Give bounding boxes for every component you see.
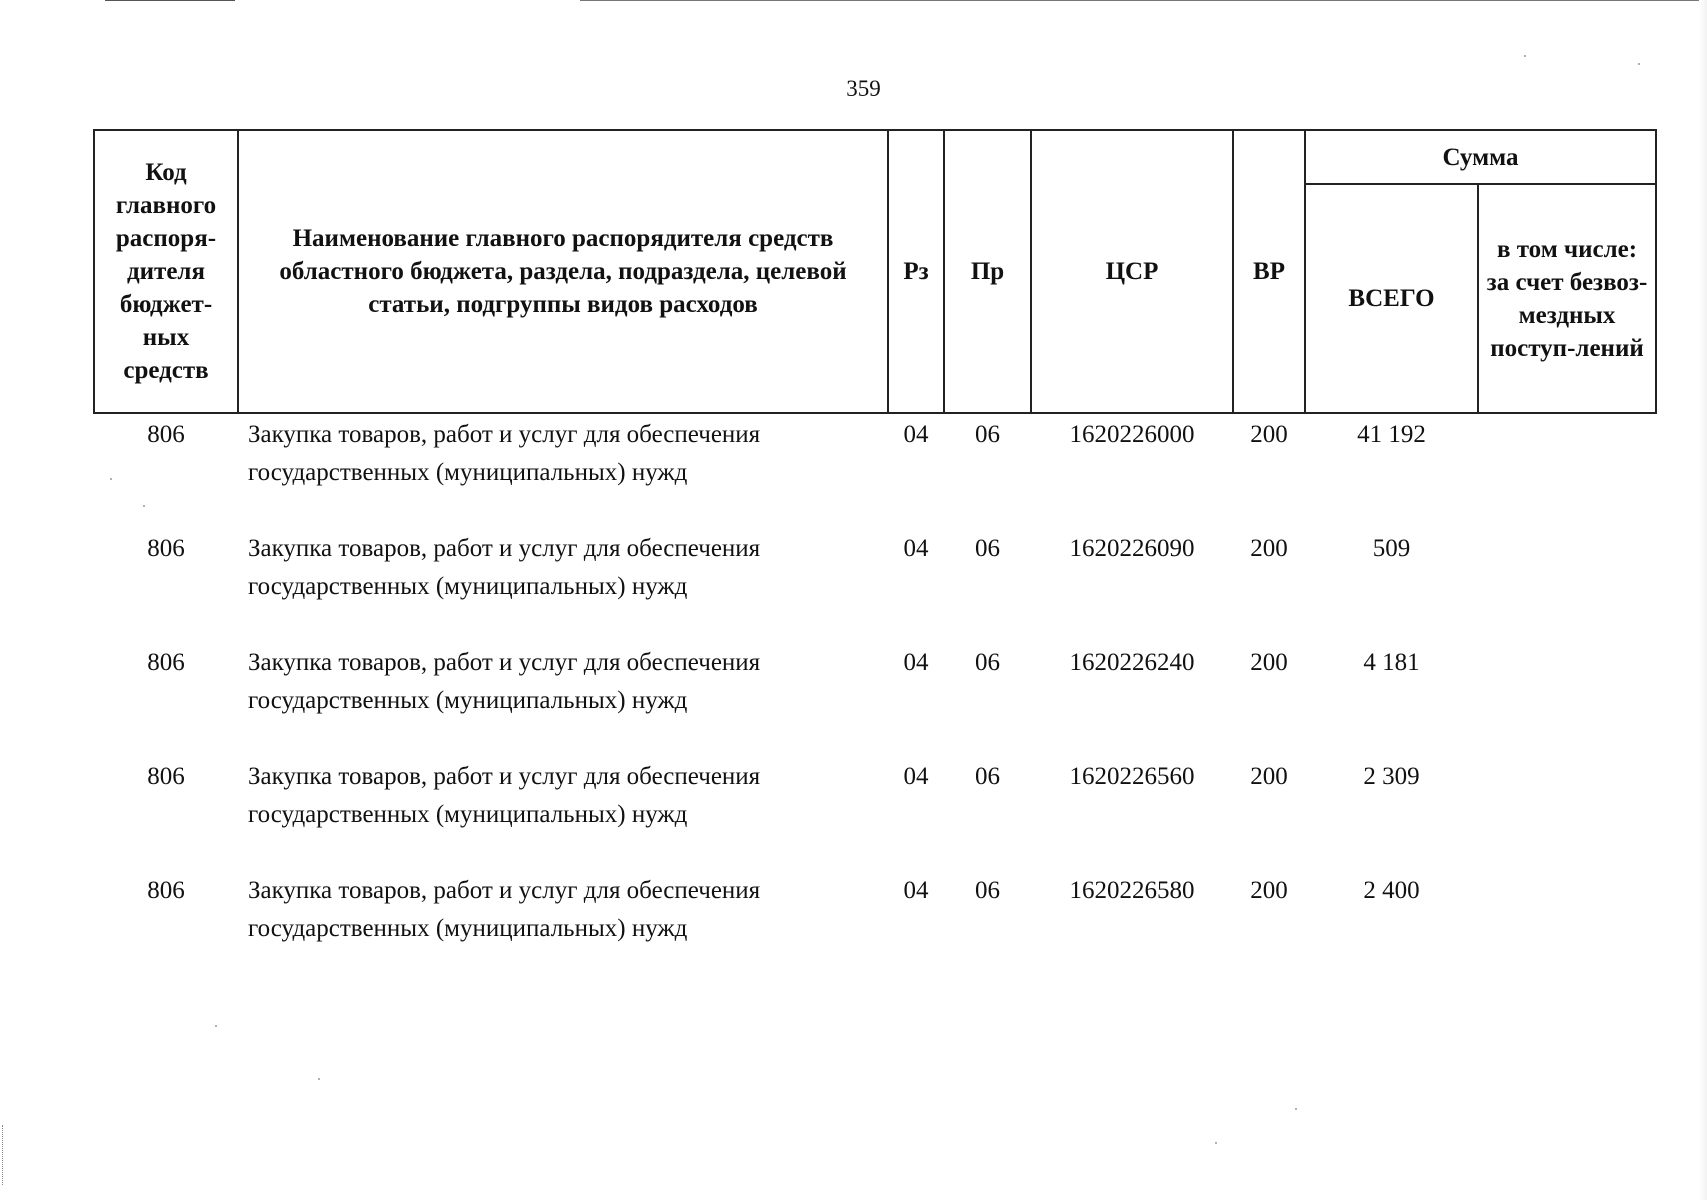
cell-vr: 200 (1250, 421, 1288, 448)
header-code: Код главного распоря-дителя бюджет-ных средств (94, 130, 238, 413)
cell-code: 806 (147, 763, 185, 790)
cell-pr: 06 (975, 877, 1000, 904)
cell-total: 4 181 (1363, 649, 1420, 676)
scan-speck (143, 505, 145, 507)
table-row (94, 644, 1656, 758)
table-row (94, 758, 1656, 872)
header-vr: ВР (1233, 130, 1305, 413)
header-including: в том числе: за счет безвоз-мездных поступ-лений (1478, 184, 1656, 413)
budget-table (93, 129, 1657, 986)
page-number: 359 (846, 76, 881, 101)
cell-csr: 1620226560 (1069, 763, 1195, 790)
cell-including (1478, 530, 1656, 644)
scan-page-edge (1699, 0, 1707, 1200)
scan-speck (1524, 55, 1526, 57)
cell-total: 2 309 (1363, 763, 1420, 790)
header-row (94, 130, 1656, 184)
table-body (94, 413, 1656, 986)
cell-pr: 06 (975, 535, 1000, 562)
cell-code: 806 (147, 535, 185, 562)
header-pr: Пр (944, 130, 1031, 413)
scan-speck (215, 1025, 217, 1027)
header-total: ВСЕГО (1305, 184, 1478, 413)
table-row (94, 530, 1656, 644)
header-name: Наименование главного распорядителя средств областного бюджета, раздела, подраздела, целевой статьи, подгруппы видов расходов (238, 130, 888, 413)
cell-name: Закупка товаров, работ и услуг для обеспечения государственных (муниципальных) нужд (248, 649, 761, 714)
cell-csr: 1620226090 (1069, 535, 1195, 562)
scan-edge-marks (2, 1125, 6, 1185)
header-csr: ЦСР (1031, 130, 1233, 413)
cell-rz: 04 (903, 877, 929, 904)
cell-name: Закупка товаров, работ и услуг для обеспечения государственных (муниципальных) нужд (248, 763, 761, 828)
scan-speck (1295, 1108, 1297, 1110)
cell-rz: 04 (903, 763, 929, 790)
scan-artifact-line (580, 0, 1700, 1)
cell-name: Закупка товаров, работ и услуг для обеспечения государственных (муниципальных) нужд (248, 535, 761, 600)
cell-vr: 200 (1250, 535, 1288, 562)
cell-name: Закупка товаров, работ и услуг для обеспечения государственных (муниципальных) нужд (248, 421, 761, 486)
cell-vr: 200 (1250, 763, 1288, 790)
cell-including (1478, 644, 1656, 758)
cell-code: 806 (147, 877, 185, 904)
cell-name: Закупка товаров, работ и услуг для обеспечения государственных (муниципальных) нужд (248, 877, 761, 942)
table-header (94, 130, 1656, 413)
scan-speck (318, 1078, 320, 1080)
cell-code: 806 (147, 649, 185, 676)
cell-csr: 1620226000 (1069, 421, 1195, 448)
scan-speck (1215, 1142, 1217, 1144)
cell-rz: 04 (903, 649, 929, 676)
cell-vr: 200 (1250, 877, 1288, 904)
table-row (94, 872, 1656, 986)
cell-total: 41 192 (1357, 421, 1426, 448)
header-rz: Рз (888, 130, 944, 413)
scan-artifact-line (105, 0, 235, 1)
cell-rz: 04 (903, 535, 929, 562)
cell-csr: 1620226240 (1069, 649, 1195, 676)
cell-including (1478, 872, 1656, 986)
cell-including (1478, 413, 1656, 530)
scan-speck (110, 478, 112, 480)
cell-total: 2 400 (1363, 877, 1420, 904)
header-sum: Сумма (1305, 130, 1656, 184)
cell-total: 509 (1372, 535, 1411, 562)
cell-csr: 1620226580 (1069, 877, 1195, 904)
table-row (94, 413, 1656, 530)
cell-pr: 06 (975, 649, 1000, 676)
cell-pr: 06 (975, 421, 1000, 448)
cell-code: 806 (147, 421, 185, 448)
cell-including (1478, 758, 1656, 872)
scan-speck (1638, 63, 1640, 65)
cell-pr: 06 (975, 763, 1000, 790)
cell-rz: 04 (903, 421, 929, 448)
cell-vr: 200 (1250, 649, 1288, 676)
